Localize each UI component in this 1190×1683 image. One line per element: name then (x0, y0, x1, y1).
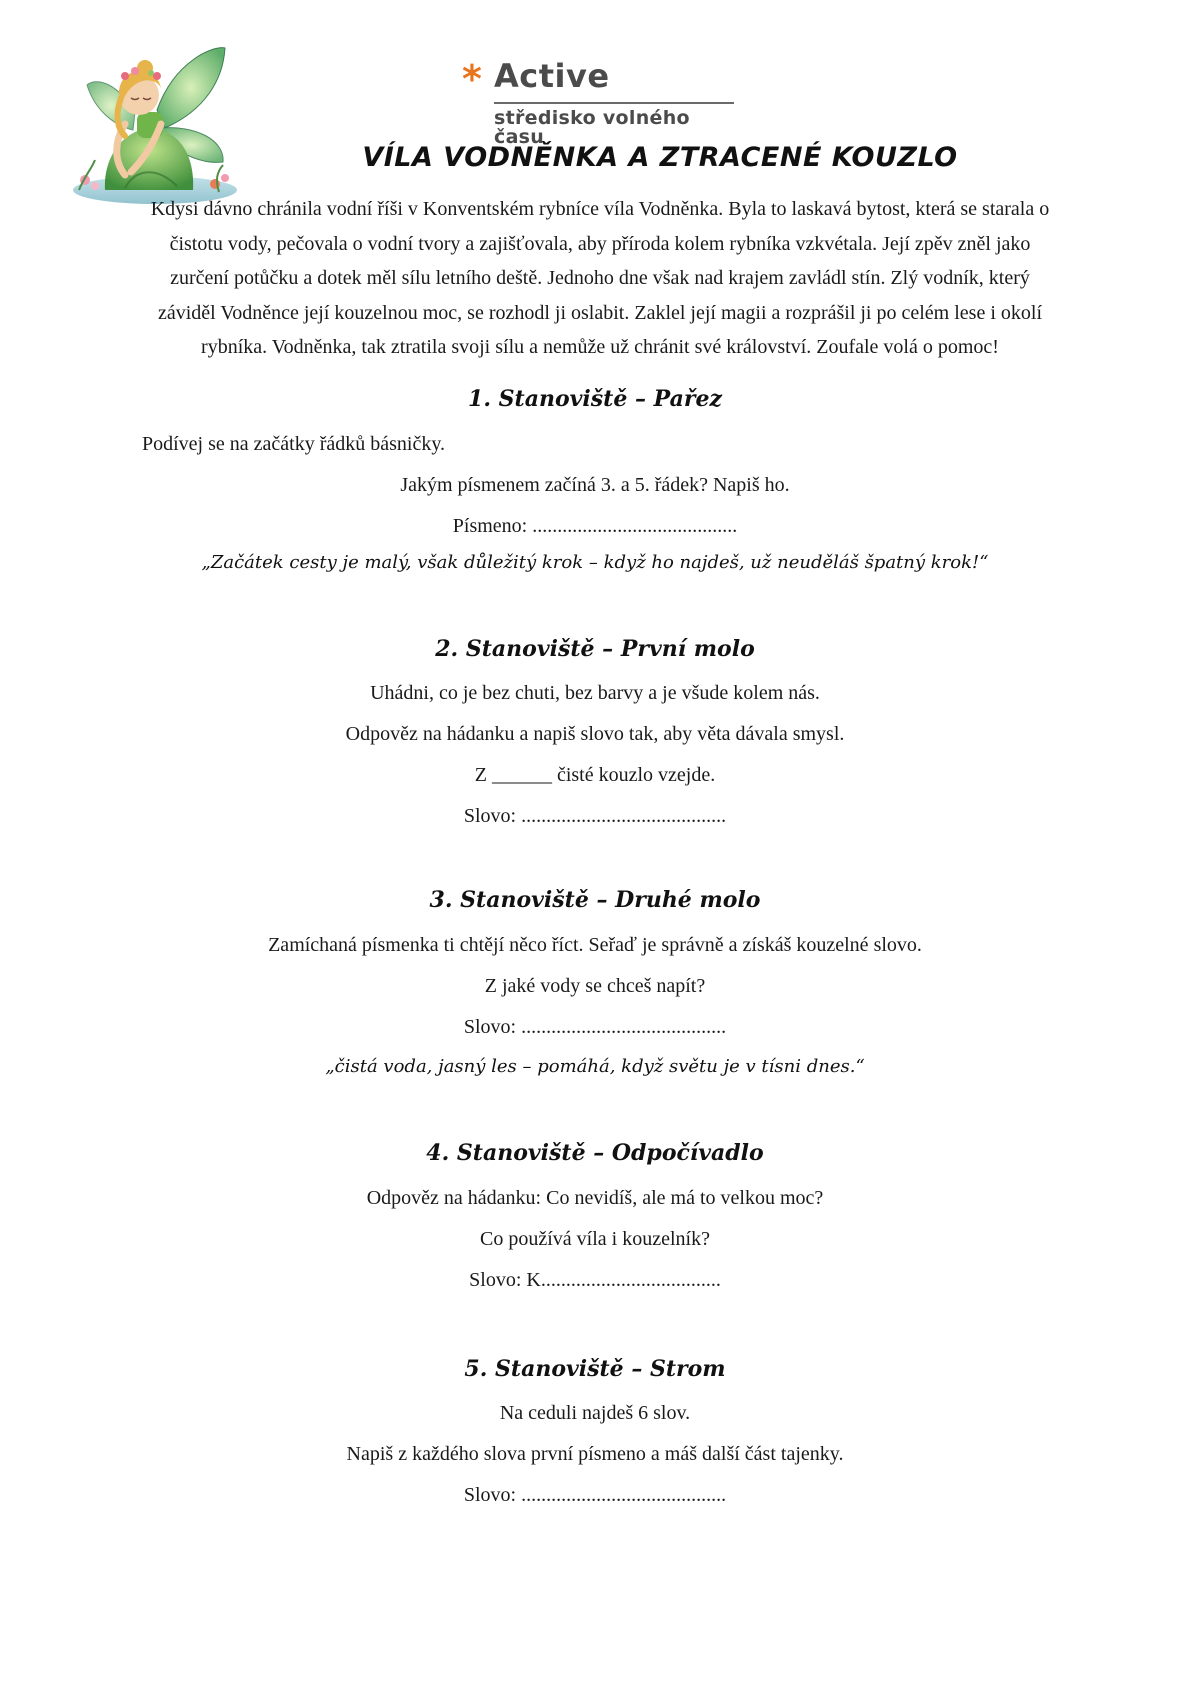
station-heading: 4. Stanoviště – Odpočívadlo (426, 1140, 764, 1166)
active-logo (462, 57, 732, 148)
instruction-text: Podívej se na začátky řádků básničky. (142, 433, 446, 455)
fairy-illustration (65, 40, 237, 206)
logo-subtitle: středisko volného času (494, 107, 690, 148)
poem-quote: „čistá voda, jasný les – pomáhá, když světu je v tísni dnes.“ (325, 1056, 865, 1077)
instruction-text: Na ceduli najdeš 6 slov. (499, 1402, 691, 1424)
riddle-text: Z jaké vody se chceš napít? (484, 975, 706, 997)
logo-divider (494, 102, 734, 104)
riddle-text: Uhádni, co je bez chuti, bez barvy a je všude kolem nás. (370, 682, 820, 704)
station-heading: 3. Stanoviště – Druhé molo (429, 887, 761, 913)
instruction-text: Zamíchaná písmenka ti chtějí něco říct. Seřaď je správně a získáš kouzelné slovo. (268, 934, 922, 956)
logo-star-icon: * (462, 57, 482, 101)
answer-line: Slovo: ......................................... (463, 1016, 727, 1038)
answer-line: Slovo: K.................................... (469, 1269, 721, 1291)
answer-line: Písmeno: ......................................... (452, 515, 738, 537)
riddle-text: Odpověz na hádanku: Co nevidíš, ale má to velkou moc? (366, 1187, 824, 1209)
fill-in-sentence: Z ______ čisté kouzlo vzejde. (474, 764, 716, 786)
poem-quote: „Začátek cesty je malý, však důležitý krok – když ho najdeš, už neuděláš špatný krok!“ (201, 552, 989, 573)
logo-name: Active (494, 57, 610, 95)
instruction-text: Jakým písmenem začíná 3. a 5. řádek? Napiš ho. (400, 474, 790, 496)
station-heading: 2. Stanoviště – První molo (435, 636, 755, 662)
page-title: VÍLA VODNĚNKA A ZTRACENÉ KOUZLO (362, 142, 958, 173)
riddle-text: Co používá víla i kouzelník? (480, 1228, 710, 1250)
answer-line: Slovo: ......................................... (463, 1484, 727, 1506)
instruction-text: Napiš z každého slova první písmeno a máš další část tajenky. (346, 1443, 844, 1465)
intro-paragraph: Kdysi dávno chránila vodní říši v Konventském rybníce víla Vodněnka. Byla to laskavá bytost, která se starala o čistotu vody, pečovala o vodní tvory a zajišťovala, aby příroda kolem rybníka vzkvétala. Její zpěv zněl jako zurčení potůčku a dotek měl sílu letního deště. Jednoho dne však nad krajem zavládl stín. Zlý vodník, který záviděl Vodněnce její kouzelnou moc, se rozhodl ji oslabit. Zaklel její magii a rozprášil ji po celém lese i okolí rybníka. Vodněnka, tak ztratila svoji sílu a nemůže už chránit své království. Zoufale volá o pomoc! (150, 198, 1050, 359)
station-heading: 1. Stanoviště – Pařez (468, 386, 722, 412)
instruction-text: Odpověz na hádanku a napiš slovo tak, aby věta dávala smysl. (345, 723, 845, 745)
answer-line: Slovo: ......................................... (463, 805, 727, 827)
station-heading: 5. Stanoviště – Strom (464, 1356, 726, 1382)
